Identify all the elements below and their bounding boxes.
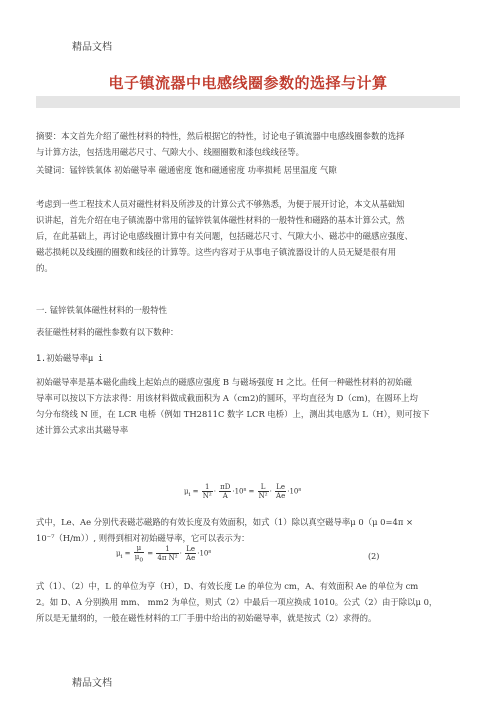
section-heading-text: 一. 锰锌铁氧体磁性材料的一般特性: [36, 305, 167, 315]
equation-2-image: $\mu_i$ = $\frac{\mu}{\mu_0}$ = $\frac{1}{\text{4π N²}}$ · $\frac{Le}{Ae}$ ·10⁸: [116, 544, 212, 564]
after-equation-1-paragraph: [36, 514, 460, 546]
intro-line: 的。: [36, 263, 53, 273]
abstract-line: 摘要：本文首先介绍了磁性材料的特性，然后根据它的特性，讨论电子镇流器中电感线圈参数的选择: [36, 131, 405, 141]
intro-line: 识讲起，首先介绍在电子镇流器中常用的锰锌铁氧体磁性材料的一般特性和磁路的基本计算公式，然: [36, 215, 405, 225]
keywords-line: [36, 162, 460, 178]
intro-line: 磁芯损耗以及线圈的圈数和线径的计算等。这些内容对于从事电子镇流器设计的人员无疑是很有用: [36, 247, 397, 257]
paragraph-line: 初始磁导率是基本磁化曲线上起始点的磁感应强度 B 与磁场强度 H 之比。任何一种磁性材料的初始磁: [36, 377, 412, 387]
subsection-heading: [36, 350, 460, 366]
intro-line: 考虑到一些工程技术人员对磁性材料及所涉及的计算公式不够熟悉，为便于展开讨论，本文从基础知: [36, 199, 405, 209]
page-header: 精品文档: [72, 42, 112, 53]
title-divider-band: [36, 96, 460, 108]
paragraph-line: 导率可以按以下方法求得：用该材料做成截面积为 A（cm2)的圆环，平均直径为 D（cm)，在圆环上均: [36, 393, 418, 403]
intro-line: 后，在此基础上，再讨论电感线圈计算中有关问题，包括磁芯尺寸、气隙大小、磁芯中的磁感应强度、: [36, 231, 413, 241]
paragraph-line: 所以是无量纲的，一般在磁性材料的工厂手册中给出的初始磁导率，就是按式（2）求得的。: [36, 613, 377, 623]
paragraph-line: 式中，Le、Ae 分别代表磁芯磁路的有效长度及有效面积，如式（1）除以真空磁导率μ 0（μ 0=4π ×: [36, 517, 414, 527]
initial-permeability-paragraph: [36, 374, 460, 438]
page-footer: 精品文档: [72, 678, 112, 689]
paragraph-line: 式（1）、（2）中，L 的单位为亨（H），D、有效长度 Le 的单位为 cm，A、有效面积 Ae 的单位为 cm: [36, 581, 419, 591]
paragraph-line: 匀分布绕线 N 匝，在 LCR 电桥（例如 TH2811C 数字 LCR 电桥）上，测出其电感为 L（H），则可按下: [36, 409, 430, 419]
section-intro: [36, 324, 460, 340]
abstract-line: 与计算方法，包括选用磁芯尺寸、气隙大小、线圈圈数和漆包线线径等。: [36, 147, 304, 157]
section-intro-text: 表征磁性材料的磁性参数有以下数种：: [36, 327, 179, 337]
after-equation-2-paragraph: [36, 578, 460, 626]
subsection-heading-text: 1.初始磁导率μ i: [36, 353, 104, 363]
paragraph-line: 2。如 D、A 分别换用 mm、 mm2 为单位，则式（2）中最后一项应换成 1010。公式（2）由于除以μ 0，: [36, 597, 438, 607]
equation-1-image: $\mu_i$ = $\frac{1}{\text{N²}}$ · $\frac{\pi D}{A}$ ·10⁸ = $\frac{L}{\text{N²}}$ · $\frac{Le}{Ae}$ ·10⁸: [184, 483, 302, 500]
paragraph-line: 述计算公式求出其磁导率: [36, 425, 129, 435]
document-title: 电子镇流器中电感线圈参数的选择与计算: [108, 74, 388, 92]
intro-paragraph: [36, 196, 460, 276]
abstract-paragraph: [36, 128, 460, 160]
paragraph-line: 10⁻⁷（H/m））, 则得到相对初始磁导率，它可以表示为：: [36, 533, 250, 543]
equation-2-number: (2): [368, 552, 380, 561]
keywords-text: 关键词：锰锌铁氧体 初始磁导率 磁通密度 饱和磁通密度 功率损耗 居里温度 气隙: [36, 165, 337, 175]
section-heading: [36, 302, 460, 318]
